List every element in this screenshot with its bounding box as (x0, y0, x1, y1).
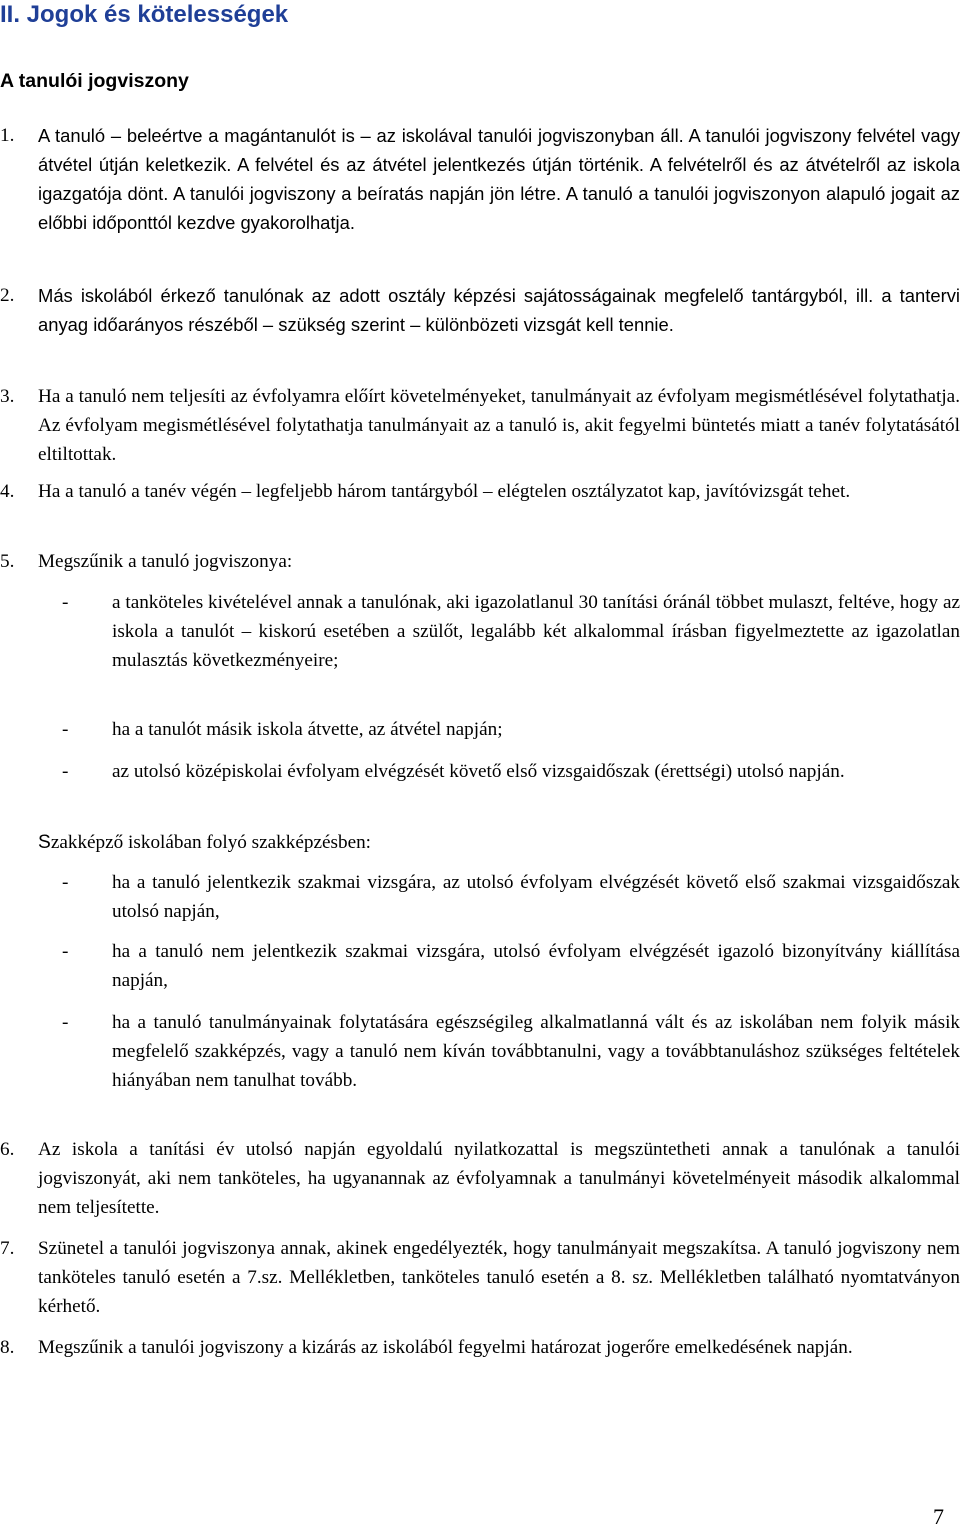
sub-heading (38, 828, 960, 857)
bullet-item (62, 757, 960, 786)
bullet-dash: - (62, 872, 69, 893)
item-number: 3. (0, 386, 15, 407)
bullet-dash: - (62, 1012, 69, 1033)
item-text: A tanuló – beleértve a magántanulót is – az iskolával tanulói jogviszonyban áll. A tanulói jogviszony felvétel vagy átvétel útján keletkezik. A felvétel és az átvétel jelentkezés útján történik. A felvételről és az átvételről az iskola igazgatója dönt. A tanulói jogviszony a beíratás napján jön létre. A tanuló a tanulói jogviszonyon alapuló jogait az előbbi időponttól kezdve gyakorolhatja. (38, 125, 960, 233)
item-text: Megszűnik a tanuló jogviszonya: (38, 551, 293, 572)
list-item-6 (0, 1135, 960, 1222)
bullet-text: ha a tanuló tanulmányainak folytatására egészségileg alkalmatlanná vált és az iskolában nem folyik másik megfelelő szakképzés, vagy a tanuló nem kíván továbbtanulni, vagy a továbbtanuláshoz szükséges feltételek hiányában nem tanulhat tovább. (112, 1012, 960, 1091)
sub-heading-initial: S (38, 832, 51, 853)
chapter-title: II. Jogok és kötelességek (0, 1, 289, 28)
page-number: 7 (933, 1504, 944, 1529)
item-number: 6. (0, 1139, 15, 1160)
list-item-2 (0, 281, 960, 339)
bullet-item (62, 937, 960, 995)
item-text: Szünetel a tanulói jogviszonya annak, akinek engedélyezték, hogy tanulmányait megszakítsa. A tanuló jogviszony nem tanköteles tanuló esetén a 7.sz. Mellékletben, tanköteles tanuló esetén a 8. sz. Mellékletben található nyomtatványon kérhető. (38, 1238, 960, 1317)
item-number: 2. (0, 285, 15, 306)
bullet-dash: - (62, 761, 69, 782)
bullet-text: ha a tanuló jelentkezik szakmai vizsgára, az utolsó évfolyam elvégzését követő első szakmai vizsgaidőszak utolsó napján, (112, 872, 960, 922)
bullet-item (62, 588, 960, 675)
bullet-item (62, 715, 960, 744)
section-title: A tanulói jogviszony (0, 70, 189, 92)
list-item-7 (0, 1234, 960, 1321)
list-item-8 (0, 1333, 960, 1362)
list-item-1 (0, 121, 960, 237)
item-text: Az iskola a tanítási év utolsó napján egyoldalú nyilatkozattal is megszüntetheti annak a tanulónak a tanulói jogviszonyát, aki nem tanköteles, ha ugyanannak az évfolyamnak a tanulmányi követelményeit második alkalommal nem teljesítette. (38, 1139, 960, 1218)
list-item-3 (0, 382, 960, 469)
item-text: Ha a tanuló a tanév végén – legfeljebb három tantárgyból – elégtelen osztályzatot kap, javítóvizsgát tehet. (38, 481, 851, 502)
bullet-text: ha a tanulót másik iskola átvette, az átvétel napján; (112, 719, 503, 740)
list-item-5 (0, 547, 960, 576)
item-number: 4. (0, 481, 15, 502)
bullet-item (62, 1008, 960, 1095)
list-item-4 (0, 477, 960, 506)
bullet-text: a tanköteles kivételével annak a tanulónak, aki igazolatlanul 30 tanítási óránál többet mulaszt, feltéve, hogy az iskola a tanulót – kiskorú esetében a szülőt, legalább két alkalommal írásban figyelmeztette az igazolatlan mulasztás következményeire; (112, 592, 960, 671)
bullet-text: ha a tanuló nem jelentkezik szakmai vizsgára, utolsó évfolyam elvégzését igazoló bizonyítvány kiállítása napján, (112, 941, 960, 991)
sub-heading-text: zakképző iskolában folyó szakképzésben: (50, 832, 372, 853)
item-text: Ha a tanuló nem teljesíti az évfolyamra előírt követelményeket, tanulmányait az évfolyam megismétlésével folytathatja. Az évfolyam megismétlésével folytathatja tanulmányait az a tanuló is, akit fegyelmi büntetés miatt a tanév folytatásától eltiltottak. (38, 386, 960, 465)
bullet-text: az utolsó középiskolai évfolyam elvégzését követő első vizsgaidőszak (érettségi) utolsó napján. (112, 761, 845, 782)
bullet-dash: - (62, 592, 69, 613)
item-number: 5. (0, 551, 15, 572)
item-number: 1. (0, 125, 15, 146)
item-text: Más iskolából érkező tanulónak az adott osztály képzési sajátosságainak megfelelő tantárgyból, ill. a tantervi anyag időarányos részéből – szükség szerint – különbözeti vizsgát kell tennie. (38, 285, 960, 335)
bullet-dash: - (62, 719, 69, 740)
item-text: Megszűnik a tanulói jogviszony a kizárás az iskolából fegyelmi határozat jogerőre emelkedésének napján. (38, 1337, 853, 1358)
item-number: 8. (0, 1337, 15, 1358)
item-number: 7. (0, 1238, 15, 1259)
bullet-dash: - (62, 941, 69, 962)
bullet-item (62, 868, 960, 926)
